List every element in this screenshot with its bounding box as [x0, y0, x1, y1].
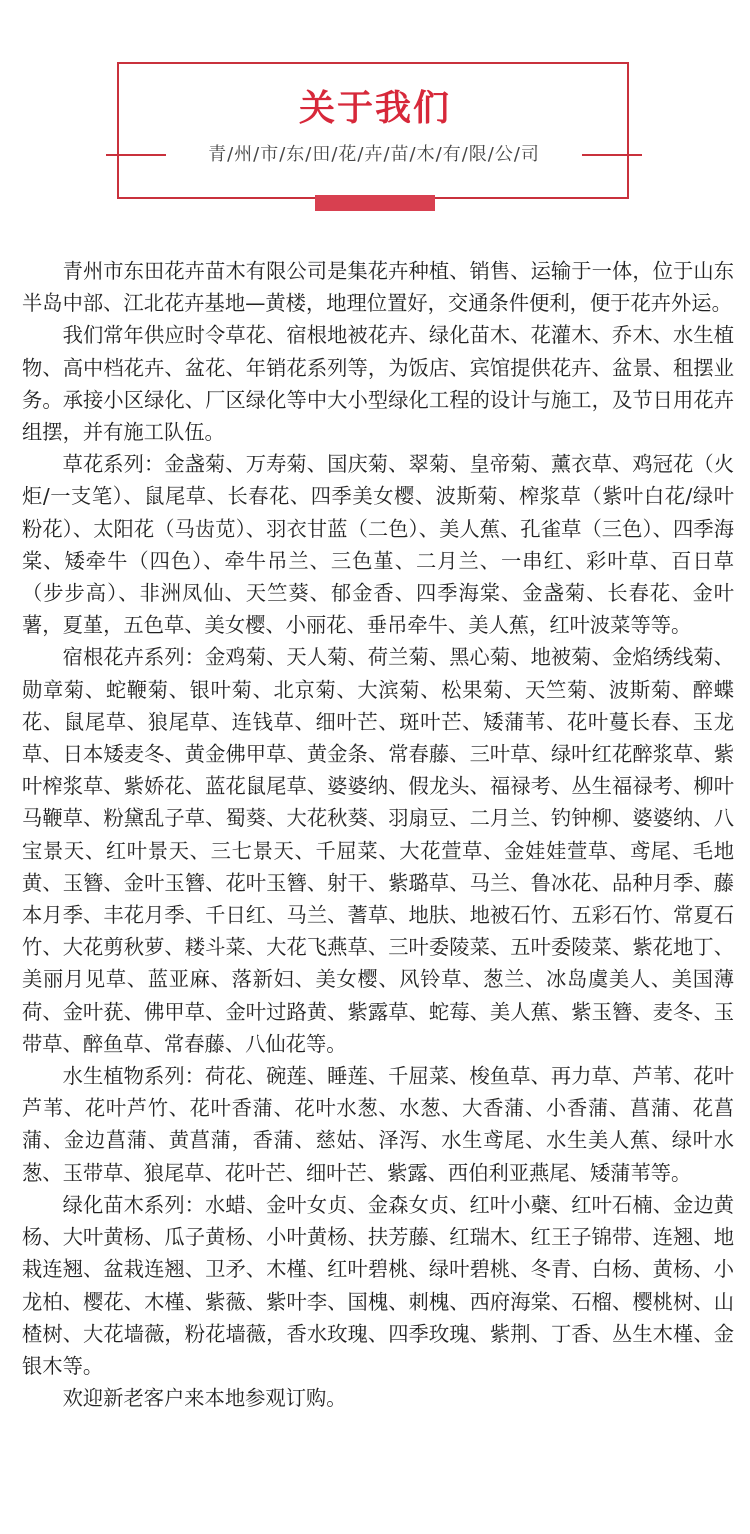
welcome-paragraph: 欢迎新老客户来本地参观订购。 [62, 1386, 347, 1411]
company-subtitle: 青/州/市/东/田/花/卉/苗/木/有/限/公/司 [166, 136, 582, 174]
subtitle-divider-right [580, 154, 642, 156]
subtitle-divider-left [106, 154, 168, 156]
perennial-flowers-paragraph: 宿根花卉系列：金鸡菊、天人菊、荷兰菊、黑心菊、地被菊、金焰绣线菊、勋章菊、蛇鞭菊、银叶菊、北京菊、大滨菊、松果菊、天竺菊、波斯菊、醉蝶花、鼠尾草、狼尾草、连钱草、细叶芒、斑叶芒、矮蒲苇、花叶蔓长春、玉龙草、日本矮麦冬、黄金佛甲草、黄金条、常春藤、三叶草、绿叶红花醉浆草、紫叶榨浆草、紫娇花、蓝花鼠尾草、婆婆纳、假龙头、福禄考、丛生福禄考、柳叶马鞭草、粉黛乱子草、蜀葵、大花秋葵、羽扇豆、二月兰、钓钟柳、婆婆纳、八宝景天、红叶景天、三七景天、千屈菜、大花萱草、金娃娃萱草、鸢尾、毛地黄、玉簪、金叶玉簪、花叶玉簪、射干、紫璐草、马兰、鲁冰花、品种月季、藤本月季、丰花月季、千日红、马兰、蓍草、地肤、地被石竹、五彩石竹、常夏石竹、大花剪秋萝、耧斗菜、大花飞燕草、三叶委陵菜、五叶委陵菜、紫花地丁、美丽月见草、蓝亚麻、落新妇、美女樱、风铃草、葱兰、冰岛虞美人、美国薄荷、金叶莸、佛甲草、金叶过路黄、紫露草、蛇莓、美人蕉、紫玉簪、麦冬、玉带草、醉鱼草、常春藤、八仙花等。 [22, 645, 734, 1056]
about-content [22, 255, 734, 1414]
subtitle-row [106, 136, 642, 174]
header-accent-bar [315, 195, 435, 211]
services-paragraph: 我们常年供应时令草花、宿根地被花卉、绿化苗木、花灌木、乔木、水生植物、高中档花卉、盆花、年销花系列等，为饭店、宾馆提供花卉、盆景、租摆业务。承接小区绿化、厂区绿化等中大小型绿化工程的设计与施工，及节日用花卉组摆，并有施工队伍。 [22, 323, 734, 445]
page-title: 关于我们 [298, 88, 451, 129]
intro-paragraph: 青州市东田花卉苗木有限公司是集花卉种植、销售、运输于一体，位于山东半岛中部、江北花卉基地—黄楼，地理位置好，交通条件便利，便于花卉外运。 [22, 259, 734, 316]
header-frame [117, 62, 629, 199]
aquatic-plants-paragraph: 水生植物系列：荷花、碗莲、睡莲、千屈菜、梭鱼草、再力草、芦苇、花叶芦苇、花叶芦竹、花叶香蒲、花叶水葱、水葱、大香蒲、小香蒲、菖蒲、花菖蒲、金边菖蒲、黄菖蒲，香蒲、慈姑、泽泻、水生鸢尾、水生美人蕉、绿叶水葱、玉带草、狼尾草、花叶芒、细叶芒、紫露、西伯利亚燕尾、矮蒲苇等。 [22, 1064, 734, 1185]
nursery-stock-paragraph: 绿化苗木系列：水蜡、金叶女贞、金森女贞、红叶小蘗、红叶石楠、金边黄杨、大叶黄杨、瓜子黄杨、小叶黄杨、扶芳藤、红瑞木、红王子锦带、连翘、地栽连翘、盆栽连翘、卫矛、木槿、红叶碧桃、绿叶碧桃、冬青、白杨、黄杨、小龙柏、樱花、木槿、紫薇、紫叶李、国槐、刺槐、西府海棠、石榴、樱桃树、山楂树、大花墙薇，粉花墙薇，香水玫瑰、四季玫瑰、紫荆、丁香、丛生木槿、金银木等。 [22, 1192, 734, 1378]
annual-flowers-paragraph: 草花系列：金盏菊、万寿菊、国庆菊、翠菊、皇帝菊、薰衣草、鸡冠花（火炬/一支笔）、鼠尾草、长春花、四季美女樱、波斯菊、榨浆草（紫叶白花/绿叶粉花）、太阳花（马齿苋）、羽衣甘蓝（二色）、美人蕉、孔雀草（三色）、四季海棠、矮牵牛（四色）、牵牛吊兰、三色堇、二月兰、一串红、彩叶草、百日草（步步高）、非洲凤仙、天竺葵、郁金香、四季海棠、金盏菊、长春花、金叶薯，夏堇，五色草、美女樱、小丽花、垂吊牵牛、美人蕉，红叶波菜等等。 [22, 452, 734, 638]
